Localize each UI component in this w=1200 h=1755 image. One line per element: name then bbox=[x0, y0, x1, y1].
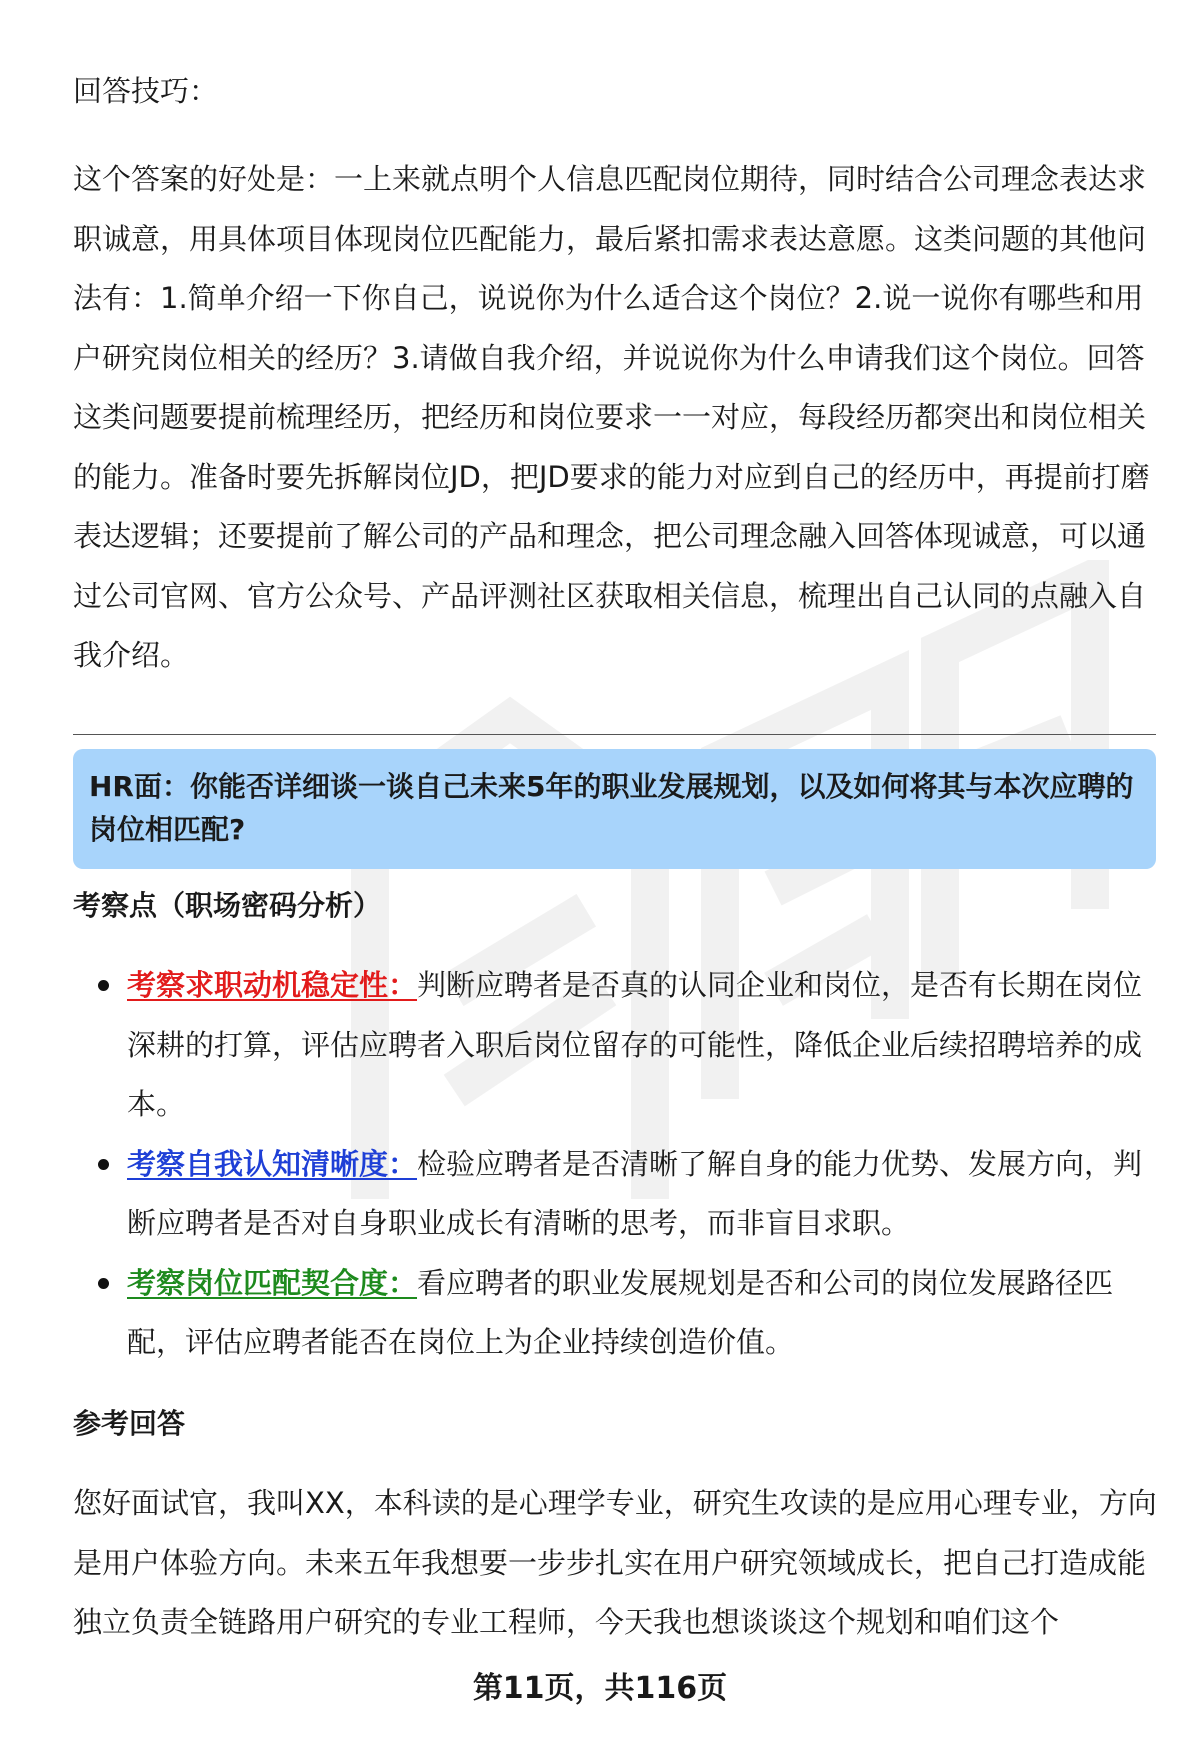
reference-answer-title: 参考回答 bbox=[73, 1407, 186, 1440]
reference-answer-paragraph: 您好面试官，我叫XX，本科读的是心理学专业，研究生攻读的是应用心理专业，方向是用户体验方向。未来五年我想要一步步扎实在用户研究领域成长，把自己打造成能独立负责全链路用户研究的专业工程师，今天我也想谈谈这个规划和咱们这个 bbox=[73, 1486, 1157, 1639]
answer-tips-paragraph: 这个答案的好处是：一上来就点明个人信息匹配岗位期待，同时结合公司理念表达求职诚意，用具体项目体现岗位匹配能力，最后紧扣需求表达意愿。这类问题的其他问法有：1.简单介绍一下你自己，说说你为什么适合这个岗位？2.说一说你有哪些和用户研究岗位相关的经历？3.请做自我介绍，并说说你为什么申请我们这个岗位。回答这类问题要提前梳理经历，把经历和岗位要求一一对应，每段经历都突出和岗位相关的能力。准备时要先拆解岗位JD，把JD要求的能力对应到自己的经历中，再提前打磨表达逻辑；还要提前了解公司的产品和理念，把公司理念融入回答体现诚意，可以通过公司官网、官方公众号、产品评测社区获取相关信息，梳理出自己认同的点融入自我介绍。 bbox=[73, 162, 1150, 672]
bullet-dot-icon bbox=[98, 1159, 109, 1170]
assessment-point-item bbox=[73, 956, 1158, 1135]
assessment-point-text: 判断应聘者是否真的认同企业和岗位，是否有长期在岗位深耕的打算，评估应聘者入职后岗位留存的可能性，降低企业后续招聘培养的成本。 bbox=[127, 968, 1143, 1121]
answer-tips-label: 回答技巧： bbox=[73, 74, 219, 108]
assessment-point-keyword[interactable]: 考察自我认知清晰度： bbox=[127, 1146, 418, 1181]
assessment-point-keyword[interactable]: 考察岗位匹配契合度： bbox=[127, 1265, 418, 1300]
assessment-point-text: 检验应聘者是否清晰了解自身的能力优势、发展方向，判断应聘者是否对自身职业成长有清晰的思考，而非盲目求职。 bbox=[127, 1146, 1143, 1240]
question-box bbox=[73, 749, 1156, 869]
assessment-points-title: 考察点（职场密码分析） bbox=[73, 889, 382, 922]
assessment-points-list bbox=[73, 956, 1158, 1373]
section-divider bbox=[73, 734, 1156, 735]
bullet-dot-icon bbox=[98, 980, 109, 991]
bullet-dot-icon bbox=[98, 1278, 109, 1289]
assessment-point-item bbox=[73, 1254, 1158, 1373]
page-number-footer: 第11页，共116页 bbox=[472, 1671, 728, 1706]
assessment-point-text: 看应聘者的职业发展规划是否和公司的岗位发展路径匹配，评估应聘者能否在岗位上为企业持续创造价值。 bbox=[127, 1265, 1114, 1359]
question-text: HR面：你能否详细谈一谈自己未来5年的职业发展规划，以及如何将其与本次应聘的岗位相匹配? bbox=[89, 770, 1134, 846]
assessment-point-keyword[interactable]: 考察求职动机稳定性： bbox=[127, 968, 418, 1002]
assessment-point-item bbox=[73, 1135, 1158, 1254]
